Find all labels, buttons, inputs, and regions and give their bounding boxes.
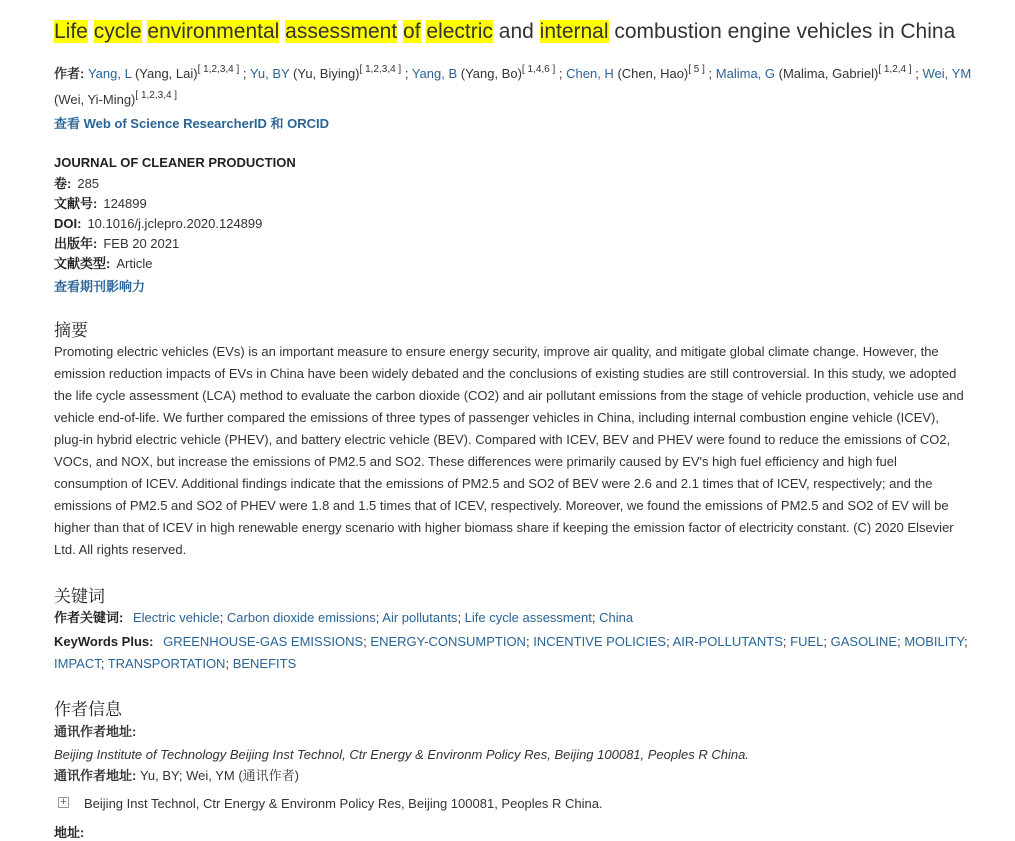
author-affiliation-ref[interactable]: [ 1,2,3,4 ] (359, 64, 402, 75)
title-text: and (492, 20, 540, 43)
journal-name: JOURNAL OF CLEANER PRODUCTION (54, 155, 296, 170)
keyword-link[interactable]: AIR-POLLUTANTS (672, 634, 783, 649)
title-text: combustion engine vehicles in China (608, 20, 956, 43)
volume-value: 285 (77, 176, 100, 191)
keyword-link[interactable]: TRANSPORTATION (107, 656, 226, 671)
volume-label: 卷: (54, 176, 72, 191)
author-full-name: (Chen, Hao) (613, 66, 689, 81)
author-link[interactable]: Chen, H (566, 66, 614, 81)
published-label: 出版年: (54, 236, 98, 251)
author-keywords-label: 作者关键词: (54, 610, 124, 625)
author-full-name: (Malima, Gabriel) (775, 66, 879, 81)
author-link[interactable]: Yu, BY (249, 66, 290, 81)
corr-address-label: 通讯作者地址: (54, 724, 137, 739)
abstract-heading: 摘要 (54, 321, 88, 340)
author-link[interactable]: Wei, YM (922, 66, 972, 81)
keywords-plus (54, 631, 969, 675)
author-full-name: (Yang, Lai) (131, 66, 198, 81)
journal-impact-link[interactable]: 查看期刊影响力 (54, 279, 146, 294)
article-no-label: 文献号: (54, 196, 98, 211)
abstract-text: Promoting electric vehicles (EVs) is an important measure to ensure energy security, improve air quality, and mitigate global climate change. However, the emission reduction impacts of EVs in China have been widely debated and the conclusions of existing studies are still controversial. In this study, we adopted the life cycle assessment (LCA) method to evaluate the carbon dioxide (CO2) and air pollutant emissions from the stage of vehicle production, vehicle use and vehicle end-of-life. We further compared the emissions of three types of passenger vehicles in China, including internal combustion engine vehicle (ICEV), plug-in hybrid electric vehicle (PHEV), and battery electric vehicle (BEV). Compared with ICEV, BEV and PHEV were found to reduce the emissions of CO2, VOCs, and NOX, but increase the emissions of PM2.5 and SO2. These differences were primarily caused by EV's high fuel efficiency and high fuel consumption of ICEV. Additional findings indicate that the emissions of PM2.5 and SO2 of BEV were 2.6 and 2.1 times that of ICEV, respectively; and the emissions of PM2.5 and SO2 of PHEV were 1.8 and 1.5 times that of ICEV, respectively. Moreover, we found the emissions of PM2.5 and SO2 of EV will be higher than that of ICEV in high renewable energy scenario with higher biomass share if keeping the emission factor of electricity constant. (C) 2020 Elsevier Ltd. All rights reserved. (54, 344, 964, 557)
corr-authors-line (54, 766, 299, 786)
keywords-heading: 关键词 (54, 587, 105, 606)
separator: ; (219, 610, 227, 625)
author-full-name: (Wei, Yi-Ming) (54, 92, 136, 107)
doi-value: 10.1016/j.jclepro.2020.124899 (87, 216, 263, 231)
doi-label: DOI: (54, 216, 82, 231)
separator: ; (363, 634, 371, 649)
separator: ; (375, 610, 383, 625)
published-value: FEB 20 2021 (103, 236, 180, 251)
title-highlighted-word: assessment (285, 20, 398, 43)
keyword-link[interactable]: BENEFITS (232, 656, 297, 671)
doc-type-value: Article (116, 256, 153, 271)
separator: ; (555, 66, 567, 81)
separator: ; (964, 634, 968, 649)
doc-type-label: 文献类型: (54, 256, 111, 271)
separator: ; (100, 656, 108, 671)
separator: ; (782, 634, 791, 649)
keywords-plus-label: KeyWords Plus: (54, 634, 154, 649)
author-keywords (54, 607, 969, 629)
separator: ; (225, 656, 233, 671)
author-affiliation-ref[interactable]: [ 5 ] (688, 64, 705, 75)
title-highlighted-word: electric (426, 20, 493, 43)
title-highlighted-word: cycle (93, 20, 142, 43)
article-title (54, 17, 974, 47)
title-highlighted-word: of (403, 20, 421, 43)
author-link[interactable]: Yang, L (87, 66, 132, 81)
separator: ; (823, 634, 831, 649)
keyword-link[interactable]: FUEL (790, 634, 824, 649)
keyword-link[interactable]: Carbon dioxide emissions (226, 610, 376, 625)
separator: ; (704, 66, 716, 81)
separator: ; (401, 66, 412, 81)
title-text (88, 20, 94, 43)
source-meta (54, 174, 262, 274)
authors-label: 作者: (54, 66, 85, 81)
expand-icon[interactable]: + (58, 797, 69, 808)
separator: ; (911, 66, 923, 81)
separator: ; (591, 610, 600, 625)
separator: ; (239, 66, 250, 81)
keyword-link[interactable]: GREENHOUSE-GAS EMISSIONS (163, 634, 364, 649)
keyword-link[interactable]: Electric vehicle (132, 610, 220, 625)
author-full-name: (Yang, Bo) (457, 66, 522, 81)
author-link[interactable]: Yang, B (411, 66, 458, 81)
author-link[interactable]: Malima, G (715, 66, 776, 81)
article-no-value: 124899 (103, 196, 147, 211)
title-highlighted-word: Life (54, 20, 88, 43)
author-affiliation-ref[interactable]: [ 1,2,3,4 ] (197, 64, 240, 75)
researcher-id-link[interactable]: 查看 Web of Science ResearcherID 和 ORCID (54, 116, 330, 131)
author-affiliation-ref[interactable]: [ 1,2,4 ] (878, 64, 912, 75)
separator: ; (897, 634, 905, 649)
separator: ; (525, 634, 534, 649)
keyword-link[interactable]: China (599, 610, 634, 625)
separator: ; (457, 610, 465, 625)
keyword-link[interactable]: MOBILITY (904, 634, 965, 649)
title-highlighted-word: environmental (147, 20, 280, 43)
address-label: 地址: (54, 825, 85, 840)
separator: ; (666, 634, 673, 649)
keyword-link[interactable]: INCENTIVE POLICIES (533, 634, 667, 649)
authors-line (54, 61, 974, 113)
keyword-link[interactable]: Air pollutants (382, 610, 458, 625)
corr-authors-label: 通讯作者地址: (54, 768, 137, 783)
keyword-link[interactable]: ENERGY-CONSUMPTION (370, 634, 526, 649)
keyword-link[interactable]: IMPACT (54, 656, 101, 671)
title-highlighted-word: internal (539, 20, 609, 43)
institution-address: Beijing Inst Technol, Ctr Energy & Environm Policy Res, Beijing 100081, Peoples R China. (84, 796, 603, 811)
corr-address: Beijing Institute of Technology Beijing Inst Technol, Ctr Energy & Environm Policy Res, Beijing 100081, Peoples R China. (54, 747, 749, 762)
author-full-name: (Yu, Biying) (289, 66, 360, 81)
keyword-link[interactable]: GASOLINE (830, 634, 898, 649)
author-affiliation-ref[interactable]: [ 1,4,6 ] (521, 64, 556, 75)
author-affiliation-ref[interactable]: [ 1,2,3,4 ] (135, 90, 178, 101)
corr-authors: Yu, BY; Wei, YM (通讯作者) (139, 768, 300, 783)
author-info-heading: 作者信息 (54, 700, 122, 719)
keyword-link[interactable]: Life cycle assessment (464, 610, 592, 625)
